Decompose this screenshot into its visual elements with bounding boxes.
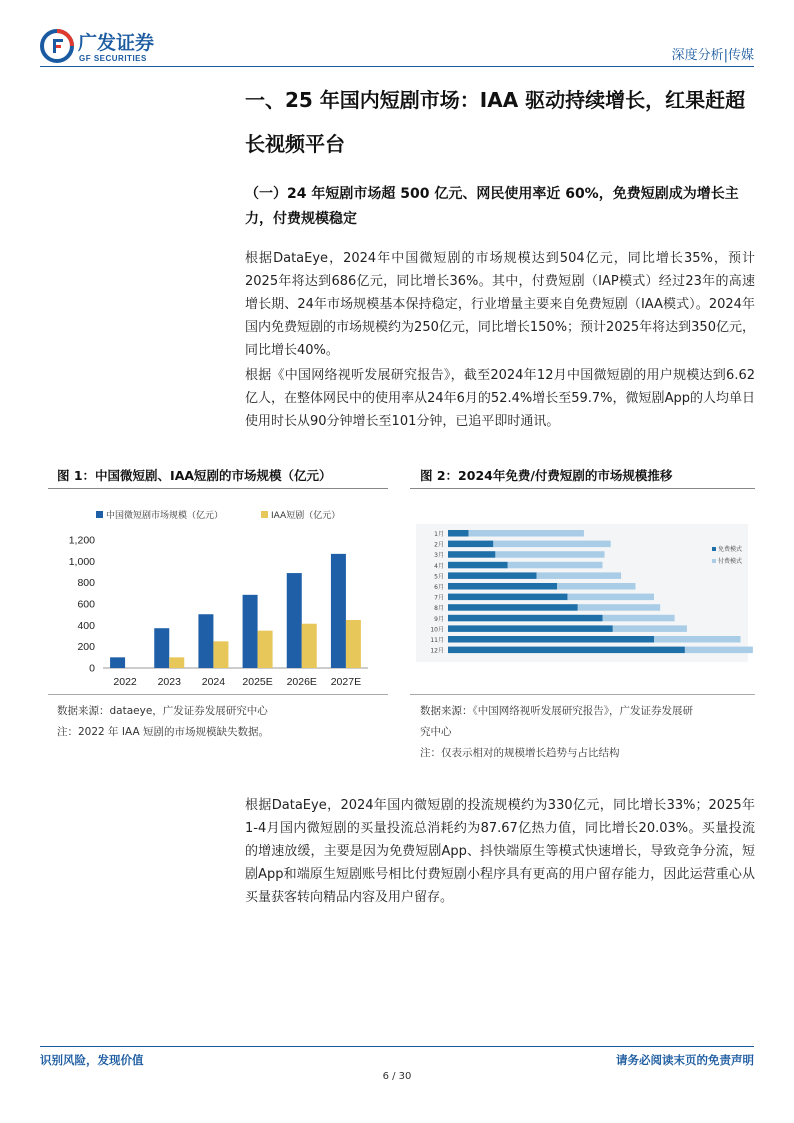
bar-free-4 — [448, 562, 508, 569]
figure2-top-rule — [410, 488, 755, 489]
bar-paid-10 — [613, 625, 687, 632]
y-tick-label: 1,200 — [68, 534, 95, 547]
x-tick-label: 2026E — [286, 676, 317, 688]
bar-microdrama-2024 — [198, 614, 213, 668]
figure1-bottom-rule — [48, 694, 388, 695]
footer-slogan: 识别风险，发现价值 — [40, 1053, 144, 1067]
legend-swatch-1 — [261, 511, 268, 518]
legend-swatch-0 — [712, 547, 716, 551]
bar-paid-4 — [508, 562, 603, 569]
figure1-chart — [48, 496, 388, 692]
bar-microdrama-2026E — [287, 573, 302, 668]
legend-label-1: 付费模式 — [718, 558, 743, 565]
header-divider — [40, 66, 754, 67]
page-number: 6 / 30 — [382, 1071, 412, 1082]
bar-paid-5 — [537, 572, 621, 579]
bar-free-5 — [448, 572, 537, 579]
y-tick-label: 800 — [77, 577, 95, 590]
paragraph-ad-spend: 根据DataEye，2024年国内微短剧的投流规模约为330亿元，同比增长33%；2025年1-4月国内微短剧的买量投流总消耗约为87.67亿热力值，同比增长20.03%。买量投流的增速放缓，主要是因为免费短剧App、抖快端原生等模式快速增长，导致竞争分流，短剧App和端原生短剧账号相比付费短剧小程序具有更高的用户留存能力，因此运营重心从买量获客转向精品内容及用户留存。 — [245, 798, 755, 905]
y-category-label: 8月 — [434, 605, 444, 613]
bar-microdrama-2022 — [110, 657, 125, 668]
y-category-label: 10月 — [430, 626, 444, 634]
bar-microdrama-2027E — [331, 554, 346, 668]
bar-free-8 — [448, 604, 578, 611]
legend-swatch-1 — [712, 559, 716, 563]
x-tick-label: 2024 — [201, 676, 226, 688]
y-category-label: 1月 — [434, 531, 444, 538]
bar-iaa-2025E — [258, 631, 273, 668]
y-category-label: 5月 — [434, 573, 444, 581]
bar-free-1 — [448, 530, 469, 537]
bar-microdrama-2023 — [154, 628, 169, 668]
x-tick-label: 2025E — [242, 676, 273, 688]
y-category-label: 6月 — [434, 584, 444, 591]
x-tick-label: 2022 — [113, 676, 137, 688]
figure1-note: 注：2022 年 IAA 短剧的市场规模缺失数据。 — [57, 726, 269, 738]
figure2-title: 图 2：2024年免费/付费短剧的市场规模推移 — [420, 468, 673, 483]
bar-free-2 — [448, 541, 493, 548]
y-tick-label: 400 — [77, 619, 95, 632]
bar-paid-3 — [495, 551, 604, 558]
bar-iaa-2027E — [346, 620, 361, 668]
page-header — [40, 26, 754, 66]
y-tick-label: 1,000 — [68, 555, 95, 568]
bar-free-11 — [448, 636, 654, 643]
figure1-top-rule — [48, 488, 388, 489]
bar-iaa-2023 — [169, 657, 184, 668]
bar-paid-7 — [567, 594, 654, 601]
y-category-label: 3月 — [434, 552, 444, 560]
bar-microdrama-2025E — [243, 595, 258, 668]
legend-label-0: 免费模式 — [718, 546, 743, 553]
bar-paid-2 — [493, 541, 610, 548]
bar-paid-6 — [557, 583, 635, 590]
report-category: 深度分析|传媒 — [671, 48, 754, 63]
bar-paid-9 — [603, 615, 675, 622]
bar-free-10 — [448, 625, 613, 632]
legend-label-0: 中国微短剧市场规模（亿元） — [106, 511, 224, 521]
bar-paid-1 — [469, 530, 584, 537]
y-category-label: 4月 — [434, 562, 444, 570]
y-tick-label: 600 — [77, 598, 95, 611]
x-tick-label: 2027E — [330, 676, 362, 688]
paragraph-market-size: 根据DataEye，2024年中国微短剧的市场规模达到504亿元，同比增长35%，预计2025年将达到686亿元，同比增长36%。其中，付费短剧（IAP模式）经过23年的高速增长期、24年市场规模基本保持稳定，行业增量主要来自免费短剧（IAA模式）。2024年国内免费短剧的市场规模约为250亿元，同比增长150%；预计2025年将达到350亿元，同比增长40%。 — [245, 251, 755, 358]
section-title: 一、25 年国内短剧市场：IAA 驱动持续增长，红果赶超长视频平台 — [245, 88, 746, 156]
bar-iaa-2026E — [302, 624, 317, 668]
figure1-title: 图 1：中国微短剧、IAA短剧的市场规模（亿元） — [57, 468, 332, 483]
figure2-chart — [410, 496, 755, 692]
gf-securities-logo — [40, 26, 210, 66]
y-category-label: 2月 — [434, 541, 444, 549]
x-tick-label: 2023 — [157, 676, 181, 688]
bar-free-6 — [448, 583, 557, 590]
bar-iaa-2024 — [213, 641, 228, 668]
figure1-source: 数据来源：dataeye，广发证券发展研究中心 — [57, 705, 268, 717]
figure2-source-line1: 数据来源：《中国网络视听发展研究报告》，广发证券发展研 — [420, 705, 693, 717]
footer-disclaimer: 请务必阅读末页的免责声明 — [616, 1053, 754, 1067]
y-tick-label: 0 — [89, 662, 95, 675]
bar-paid-8 — [578, 604, 660, 611]
bar-paid-11 — [654, 636, 741, 643]
figure2-bottom-rule — [410, 694, 755, 695]
figure2-note: 注：仅表示相对的规模增长趋势与占比结构 — [420, 747, 620, 759]
figure2-source-line2: 究中心 — [420, 726, 452, 738]
y-category-label: 9月 — [434, 615, 444, 623]
bar-free-7 — [448, 594, 567, 601]
bar-free-3 — [448, 551, 495, 558]
y-tick-label: 200 — [77, 641, 95, 654]
bar-free-9 — [448, 615, 603, 622]
footer-divider — [40, 1046, 754, 1047]
bar-free-12 — [448, 647, 685, 654]
legend-swatch-0 — [96, 511, 103, 518]
y-category-label: 7月 — [434, 594, 444, 602]
logo-en: GF SECURITIES — [79, 54, 147, 63]
legend-label-1: IAA短剧（亿元） — [271, 511, 341, 521]
y-category-label: 12月 — [430, 647, 444, 655]
logo-cn: 广发证券 — [78, 32, 155, 54]
subsection-title: （一）24 年短剧市场超 500 亿元、网民使用率近 60%，免费短剧成为增长主力，付费规模稳定 — [245, 186, 739, 227]
paragraph-user-scale: 根据《中国网络视听发展研究报告》，截至2024年12月中国微短剧的用户规模达到6.62亿人，在整体网民中的使用率从24年6月的52.4%增长至59.7%，微短剧App的人均单日使用时长从90分钟增长至101分钟，已追平即时通讯。 — [245, 368, 755, 429]
y-category-label: 11月 — [430, 637, 444, 644]
bar-paid-12 — [685, 647, 753, 654]
